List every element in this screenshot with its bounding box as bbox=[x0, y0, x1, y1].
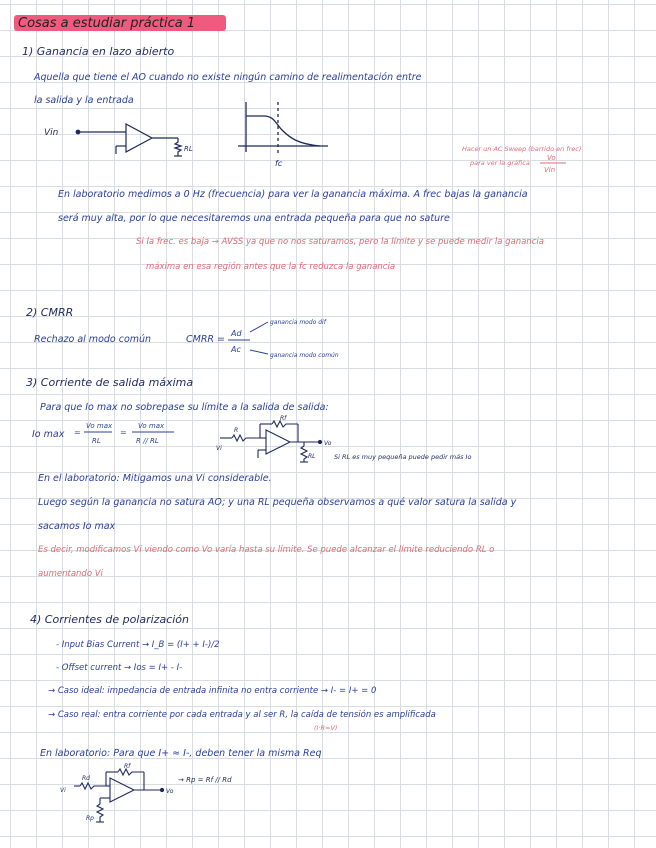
s3-line-4: sacamos Io max bbox=[38, 521, 116, 532]
formula-frac2-num: Vo max bbox=[138, 422, 165, 430]
formula-frac1-num: Vo max bbox=[86, 422, 113, 430]
cmrr-formula-label: CMRR = bbox=[186, 334, 226, 345]
s1-paragraph-1: En laboratorio medimos a 0 Hz (frecuencia) para ver la ganancia máxima. A frec bajas la ganancia bbox=[58, 189, 528, 200]
circuit-rf-label: Rf bbox=[280, 415, 287, 422]
s1-red-note-2: para ver la gráfica bbox=[470, 159, 530, 167]
formula-frac1-den: RL bbox=[92, 437, 101, 445]
svg-text:=: = bbox=[120, 428, 127, 437]
svg-text:Vin: Vin bbox=[544, 166, 556, 174]
s3-line-1: Para que Io max no sobrepase su límite a la salida de salida: bbox=[40, 402, 329, 413]
s3-red-line-1: Es decir, modificamos Vi viendo como Vo varía hasta su límite. Se puede alcanzar el límite reduciendo RL o bbox=[38, 545, 495, 555]
s3-line-2: En el laboratorio: Mitigamos una Vi considerable. bbox=[38, 473, 272, 484]
s1-red-note-1: Hacer un AC Sweep (barrido en frec) bbox=[462, 145, 582, 153]
inverting-amp-circuit bbox=[216, 414, 346, 468]
s2-text: Rechazo al modo común bbox=[34, 334, 152, 345]
circuit-vi-label: Vi bbox=[216, 445, 222, 452]
circuit-vo-label: Vo bbox=[324, 440, 332, 447]
s4-bullet-4-note: (I·R=V) bbox=[314, 724, 338, 732]
s4-bullet-4: → Caso real: entra corriente por cada entrada y al ser R, la caída de tensión es amplificada bbox=[48, 710, 436, 720]
bias-circuit-vi-label: Vi bbox=[60, 787, 66, 794]
s3-line-3: Luego según la ganancia no satura AO; y una RL pequeña observamos a qué valor satura la salida y bbox=[38, 497, 517, 508]
s1-paragraph-2: será muy alta, por lo que necesitaremos una entrada pequeña para que no sature bbox=[58, 213, 450, 224]
gain-frequency-graph bbox=[234, 96, 334, 170]
s3-red-line-2: aumentando Vi bbox=[38, 569, 103, 579]
svg-text:RL: RL bbox=[308, 453, 316, 460]
bias-compensation-circuit bbox=[60, 762, 260, 834]
s3-circuit-note: Si RL es muy pequeña puede pedir más Io bbox=[334, 453, 472, 461]
s1-red-line-1: Si la frec. es baja → AVSS ya que no nos saturamos, pero la límite y se puede medir la ganancia bbox=[136, 237, 544, 247]
circuit-rl-label: RL bbox=[184, 145, 193, 153]
bias-circuit-rp-label: Rp bbox=[86, 815, 94, 822]
circuit-r-label: R bbox=[234, 427, 239, 434]
bias-circuit-vo-label: Vo bbox=[166, 788, 174, 795]
cmrr-fraction bbox=[228, 320, 348, 360]
cmrr-note-numerator: ganancia modo dif bbox=[270, 319, 326, 326]
circuit-vin-label: Vin bbox=[44, 128, 59, 138]
svg-text:Vo: Vo bbox=[547, 154, 556, 162]
graph-fc-label: fc bbox=[275, 159, 283, 168]
formula-frac2-den: R // RL bbox=[136, 437, 159, 445]
s1-line-2: la salida y la entrada bbox=[34, 95, 134, 106]
s1-red-note-fraction bbox=[540, 152, 570, 176]
s4-bullet-3: → Caso ideal: impedancia de entrada infinita no entra corriente → I- = I+ = 0 bbox=[48, 686, 377, 696]
section-3-heading: 3) Corriente de salida máxima bbox=[26, 376, 194, 389]
open-loop-circuit bbox=[44, 118, 224, 168]
s4-lab-line: En laboratorio: Para que I+ ≈ I-, deben tener la misma Req bbox=[40, 748, 322, 759]
s1-line-1: Aquella que tiene el AO cuando no existe ningún camino de realimentación entre bbox=[34, 72, 422, 83]
s1-red-line-2: máxima en esa región antes que la fc reduzca la ganancia bbox=[146, 262, 396, 272]
bias-circuit-equation: → Rp = Rf // Rd bbox=[178, 776, 232, 784]
rl-resistor bbox=[296, 442, 316, 468]
section-1-heading: 1) Ganancia en lazo abierto bbox=[22, 45, 175, 58]
io-max-formula bbox=[74, 418, 184, 448]
cmrr-denominator: Ac bbox=[231, 345, 241, 354]
cmrr-note-denominator: ganancia modo común bbox=[270, 352, 339, 359]
svg-text:=: = bbox=[74, 428, 81, 437]
section-4-heading: 4) Corrientes de polarización bbox=[30, 613, 190, 626]
page-title: Cosas a estudiar práctica 1 bbox=[18, 16, 196, 31]
io-max-label: Io max bbox=[32, 429, 65, 440]
section-2-heading: 2) CMRR bbox=[26, 306, 74, 319]
cmrr-numerator: Ad bbox=[231, 329, 242, 338]
bias-circuit-rf-label: Rf bbox=[124, 763, 131, 770]
s4-bullet-2: - Offset current → Ios = I+ - I- bbox=[56, 663, 183, 673]
s4-bullet-1: - Input Bias Current → I_B = (I+ + I-)/2 bbox=[56, 640, 220, 650]
bias-circuit-rd-label: Rd bbox=[82, 775, 90, 782]
